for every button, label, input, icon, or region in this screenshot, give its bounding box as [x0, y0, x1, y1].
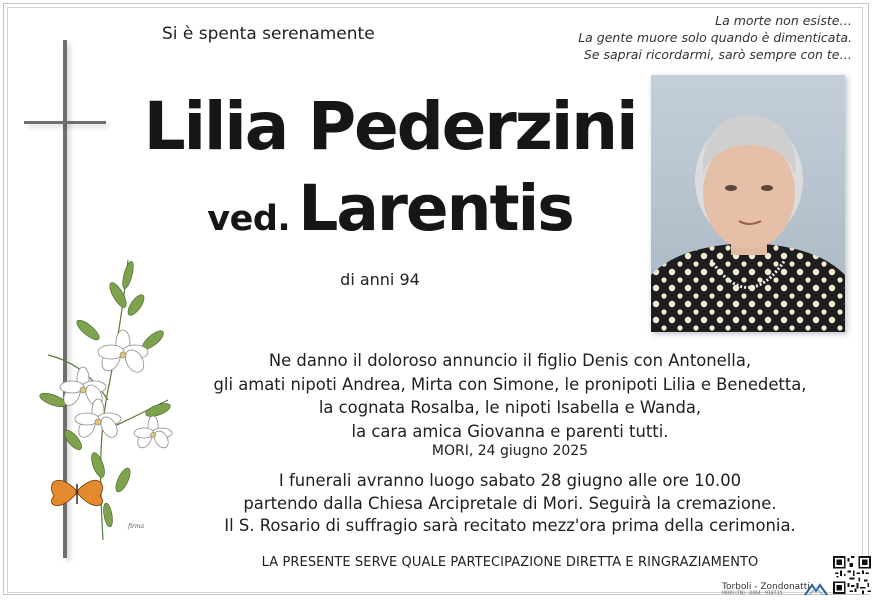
flower-bouquet-icon: [28, 250, 178, 550]
age: di anni 94: [340, 270, 420, 289]
quote-line: La gente muore solo quando è dimenticata.: [578, 30, 852, 45]
funeral-line: partendo dalla Chiesa Arcipretale di Mori. Seguirà la cremazione.: [243, 493, 777, 513]
funeral-line: Il S. Rosario di suffragio sarà recitato mezz'ora prima della cerimonia.: [224, 516, 796, 535]
announcement-line: la cara amica Giovanna e parenti tutti.: [351, 421, 669, 441]
brand-name: Torboli - Zondonatti: [722, 582, 810, 592]
footer-notice: LA PRESENTE SERVE QUALE PARTECIPAZIONE DIRETTA E RINGRAZIAMENTO: [261, 555, 759, 570]
quote-line: La morte non esiste…: [715, 13, 852, 28]
qr-code-icon[interactable]: [833, 556, 871, 594]
deceased-married-name: [120, 172, 660, 245]
butterfly-icon: [51, 480, 102, 505]
announcement: [180, 349, 840, 443]
intro-text: Si è spenta serenamente: [162, 24, 375, 44]
portrait-photo: [651, 75, 845, 332]
announcement-line: gli amati nipoti Andrea, Mirta con Simone, le pronipoti Lilia e Benedetta,: [213, 374, 807, 394]
announcement-line: la cognata Rosalba, le nipoti Isabella e Wanda,: [318, 398, 702, 417]
quote: [552, 12, 852, 63]
married-surname: Larentis: [298, 172, 573, 245]
cross-icon-bar: [24, 121, 106, 124]
funeral-details: [180, 470, 840, 538]
widow-prefix: ved.: [207, 199, 291, 239]
place-date: MORI, 24 giugno 2025: [431, 443, 589, 459]
funeral-line: I funerali avranno luogo sabato 28 giugno alle ore 10.00: [278, 471, 742, 490]
announcement-line: Ne danno il doloroso annuncio il figlio Denis con Antonella,: [268, 351, 752, 370]
svg-text:firma: firma: [128, 523, 145, 530]
brand-contact: MORI (TN) · 0464 - 918715: [722, 591, 783, 596]
deceased-name: Lilia Pederzini: [143, 88, 637, 165]
brand-logo-icon: [804, 583, 828, 597]
quote-line: Se saprai ricordarmi, sarò sempre con te…: [583, 47, 852, 62]
